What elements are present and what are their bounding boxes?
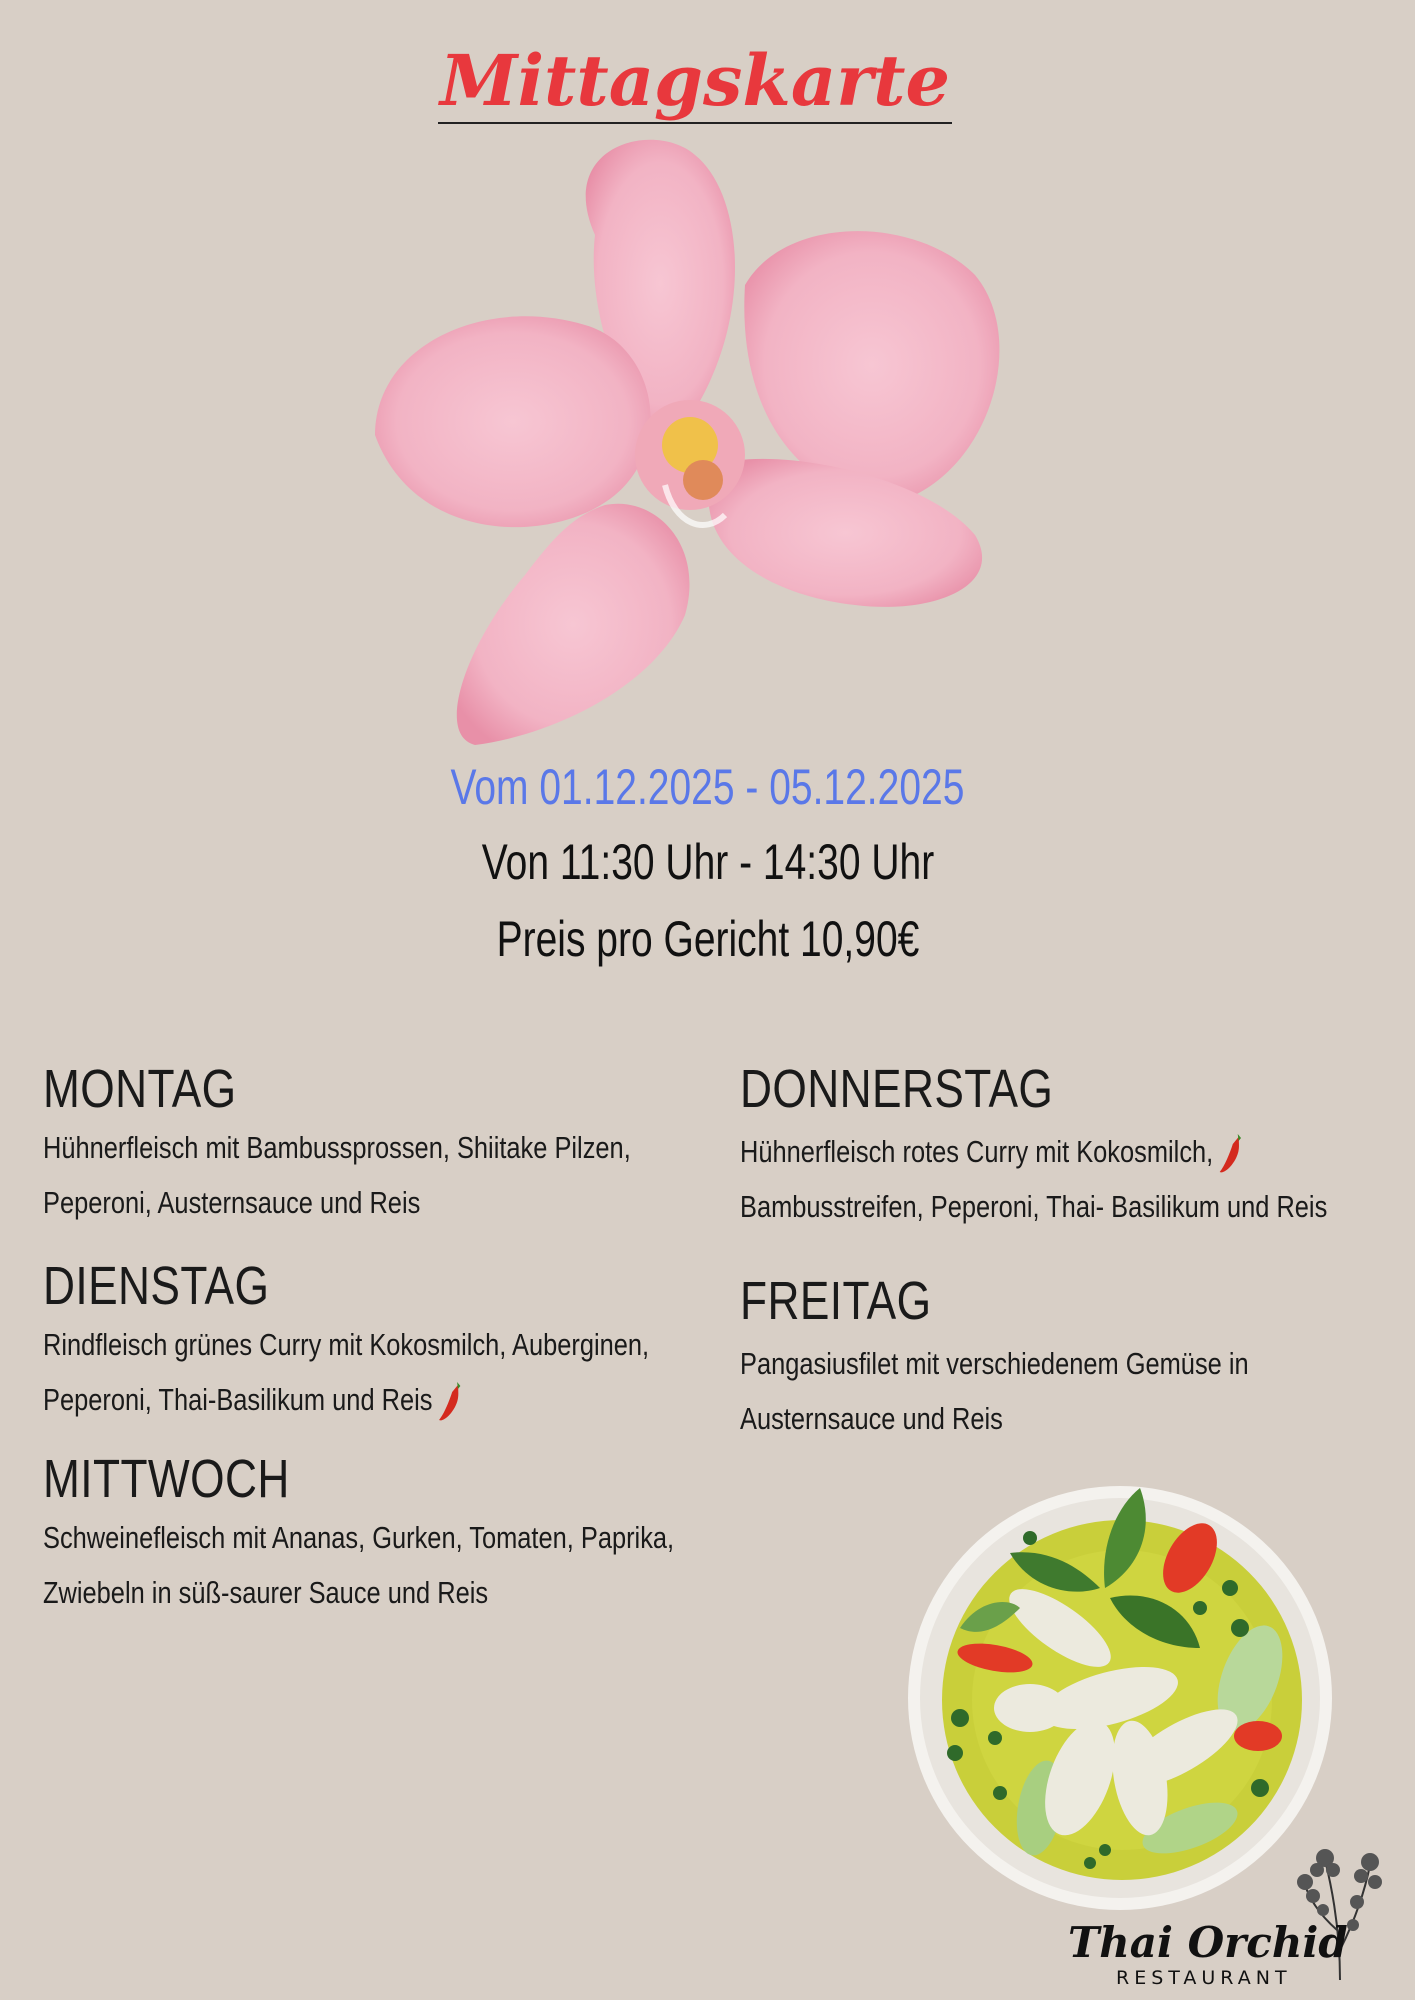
day-tuesday [43,1255,723,1427]
day-heading: DIENSTAG [43,1256,270,1316]
day-monday [43,1058,723,1230]
menu-title-wrap [0,39,1390,124]
orchid-flower-illustration [355,125,1025,750]
day-dish: Hühnerfleisch rotes Curry mit Kokosmilch, Bambusstreifen, Peperoni, Thai- Basilikum und Reis [740,1124,1412,1234]
day-dish: Pangasiusfilet mit verschiedenem Gemüse in Austernsauce und Reis [740,1346,1249,1436]
day-heading: DONNERSTAG [740,1059,1054,1119]
restaurant-logo [1060,1840,1390,1990]
day-dish: Hühnerfleisch mit Bambussprossen, Shiitake Pilzen, Peperoni, Austernsauce und Reis [43,1130,631,1220]
logo-name: Thai Orchid [1068,1918,1348,1967]
day-dish: Rindfleisch grünes Curry mit Kokosmilch, Auberginen, Peperoni, Thai-Basilikum und Reis [43,1317,715,1427]
menu-title: Mittagskarte [439,39,951,122]
logo-subtitle: RESTAURANT [1116,1967,1292,1989]
day-friday [740,1270,1415,1446]
day-dish: Schweinefleisch mit Ananas, Gurken, Tomaten, Paprika, Zwiebeln in süß-saurer Sauce und Reis [43,1520,675,1610]
day-heading: MITTWOCH [43,1449,290,1509]
chili-icon [1217,1132,1247,1176]
day-wednesday [43,1448,723,1620]
chili-icon [436,1380,466,1424]
menu-price: Preis pro Gericht 10,90€ [496,911,919,967]
day-heading: FREITAG [740,1271,932,1331]
day-heading: MONTAG [43,1059,237,1119]
menu-hours: Von 11:30 Uhr - 14:30 Uhr [481,834,934,890]
day-thursday [740,1058,1415,1234]
menu-period: Vom 01.12.2025 - 05.12.2025 [450,759,965,815]
